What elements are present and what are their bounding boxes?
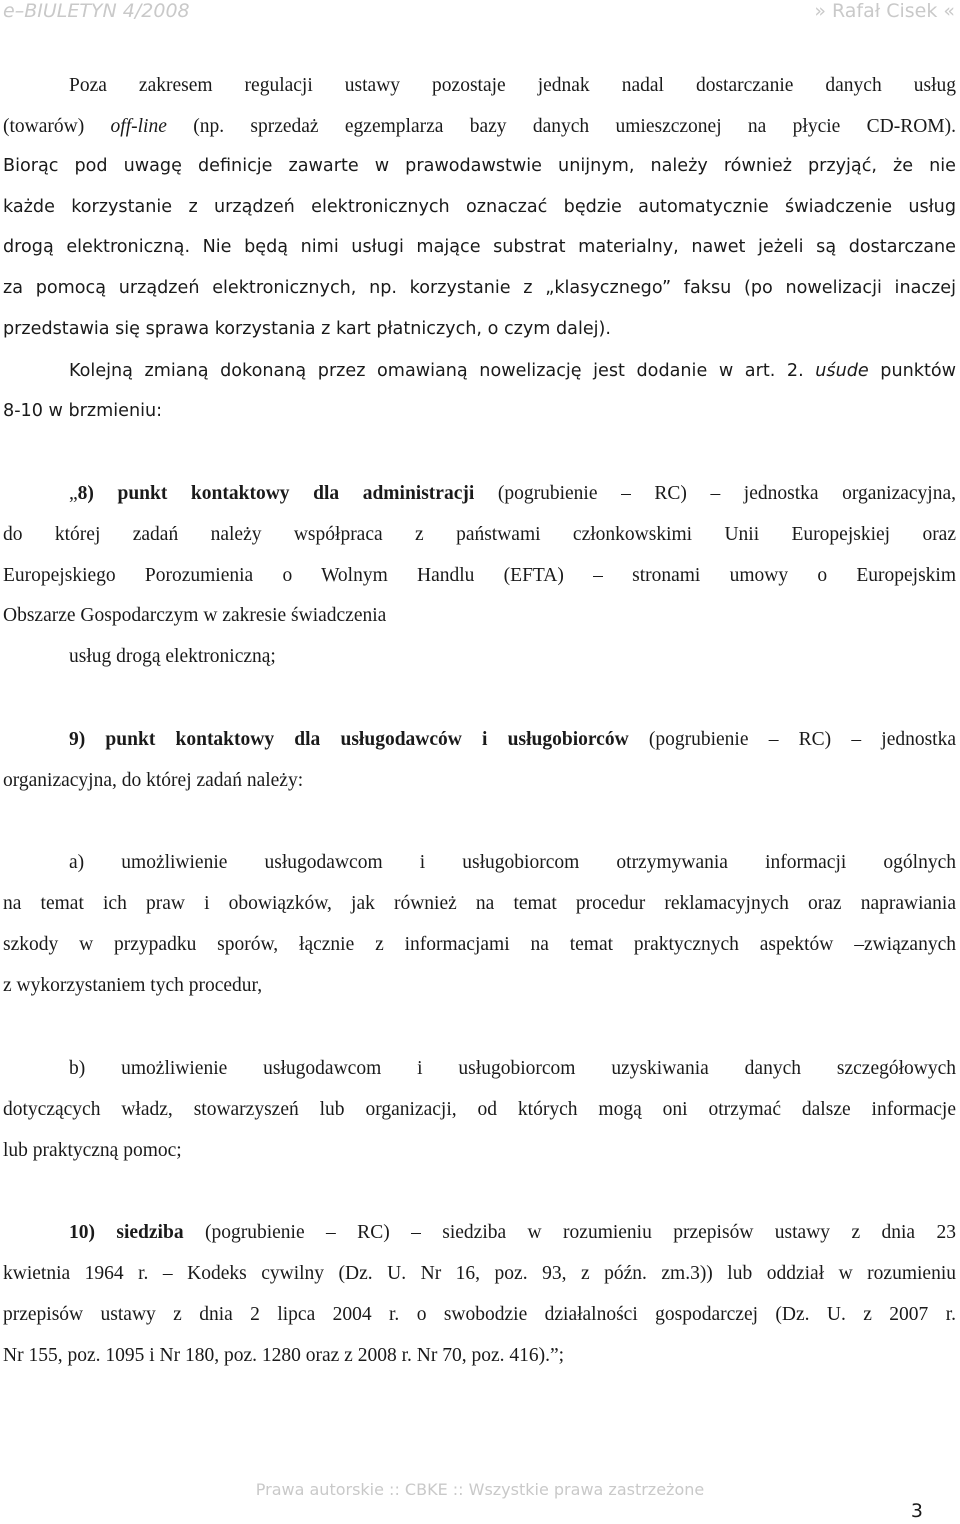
text-line: b) umożliwienie usługodawcom i usługobiorcom uzyskiwania danych szczegółowych [69, 1058, 956, 1079]
header-right: » Rafał Cisek « [814, 0, 955, 22]
text-line: każde korzystanie z urządzeń elektronicznych oznaczać będzie automatycznie świadczenie usług [3, 197, 956, 217]
text-line: (towarów) off-line (np. sprzedaż egzemplarza bazy danych umieszczonej na płycie CD-ROM). [3, 116, 957, 137]
text-line: przepisów ustawy z dnia 2 lipca 2004 r. o swobodzie działalności gospodarczej (Dz. U. z 2007 r. [3, 1304, 956, 1325]
text-line: organizacyjna, do której zadań należy: [3, 770, 304, 791]
text-line: Nr 155, poz. 1095 i Nr 180, poz. 1280 oraz z 2008 r. Nr 70, poz. 416).”; [3, 1345, 565, 1366]
text-line: Kolejną zmianą dokonaną przez omawianą nowelizację jest dodanie w art. 2. uśude punktów [69, 361, 957, 381]
text-line: kwietnia 1964 r. – Kodeks cywilny (Dz. U. Nr 16, poz. 93, z późn. zm.3)) lub oddział w rozumieniu [3, 1263, 956, 1284]
text-line: „8) punkt kontaktowy dla administracji (pogrubienie – RC) – jednostka organizacyjna, [69, 483, 956, 504]
text-line: szkody w przypadku sporów, łącznie z informacjami na temat praktycznych aspektów –związanych [3, 934, 956, 955]
text-line: Poza zakresem regulacji ustawy pozostaje jednak nadal dostarczanie danych usług [69, 75, 956, 96]
text-line: Obszarze Gospodarczym w zakresie świadczenia [3, 605, 387, 626]
text-line: usług drogą elektroniczną; [69, 646, 276, 667]
text-line: przedstawia się sprawa korzystania z kart płatniczych, o czym dalej). [3, 319, 612, 339]
text-line: Biorąc pod uwagę definicje zawarte w prawodawstwie unijnym, należy również przyjąć, że nie [3, 156, 956, 176]
text-line: z wykorzystaniem tych procedur, [3, 975, 263, 996]
text-line: a) umożliwienie usługodawcom i usługobiorcom otrzymywania informacji ogólnych [69, 852, 956, 873]
footer-copyright: Prawa autorskie :: CBKE :: Wszystkie prawa zastrzeżone [255, 1480, 705, 1499]
page-number: 3 [910, 1500, 923, 1522]
text-line: za pomocą urządzeń elektronicznych, np. korzystanie z „klasycznego” faksu (po nowelizacji inaczej [3, 278, 956, 298]
text-line: do której zadań należy współpraca z państwami członkowskimi Unii Europejskiej oraz [3, 524, 956, 545]
text-line: 9) punkt kontaktowy dla usługodawców i usługobiorców (pogrubienie – RC) – jednostka [69, 729, 957, 750]
text-line: lub praktyczną pomoc; [3, 1140, 182, 1161]
text-line: dotyczących władz, stowarzyszeń lub organizacji, od których mogą oni otrzymać dalsze informacje [3, 1099, 956, 1120]
text-line: na temat ich praw i obowiązków, jak również na temat procedur reklamacyjnych oraz naprawiania [3, 893, 956, 914]
text-line: drogą elektroniczną. Nie będą nimi usługi mające substrat materialny, nawet jeżeli są dostarczane [3, 237, 956, 257]
header-left: e–BIULETYN 4/2008 [3, 0, 190, 22]
text-line: Europejskiego Porozumienia o Wolnym Handlu (EFTA) – stronami umowy o Europejskim [3, 565, 956, 586]
text-line: 8-10 w brzmieniu: [3, 401, 163, 421]
text-line: 10) siedziba (pogrubienie – RC) – siedziba w rozumieniu przepisów ustawy z dnia 23 [69, 1222, 956, 1243]
